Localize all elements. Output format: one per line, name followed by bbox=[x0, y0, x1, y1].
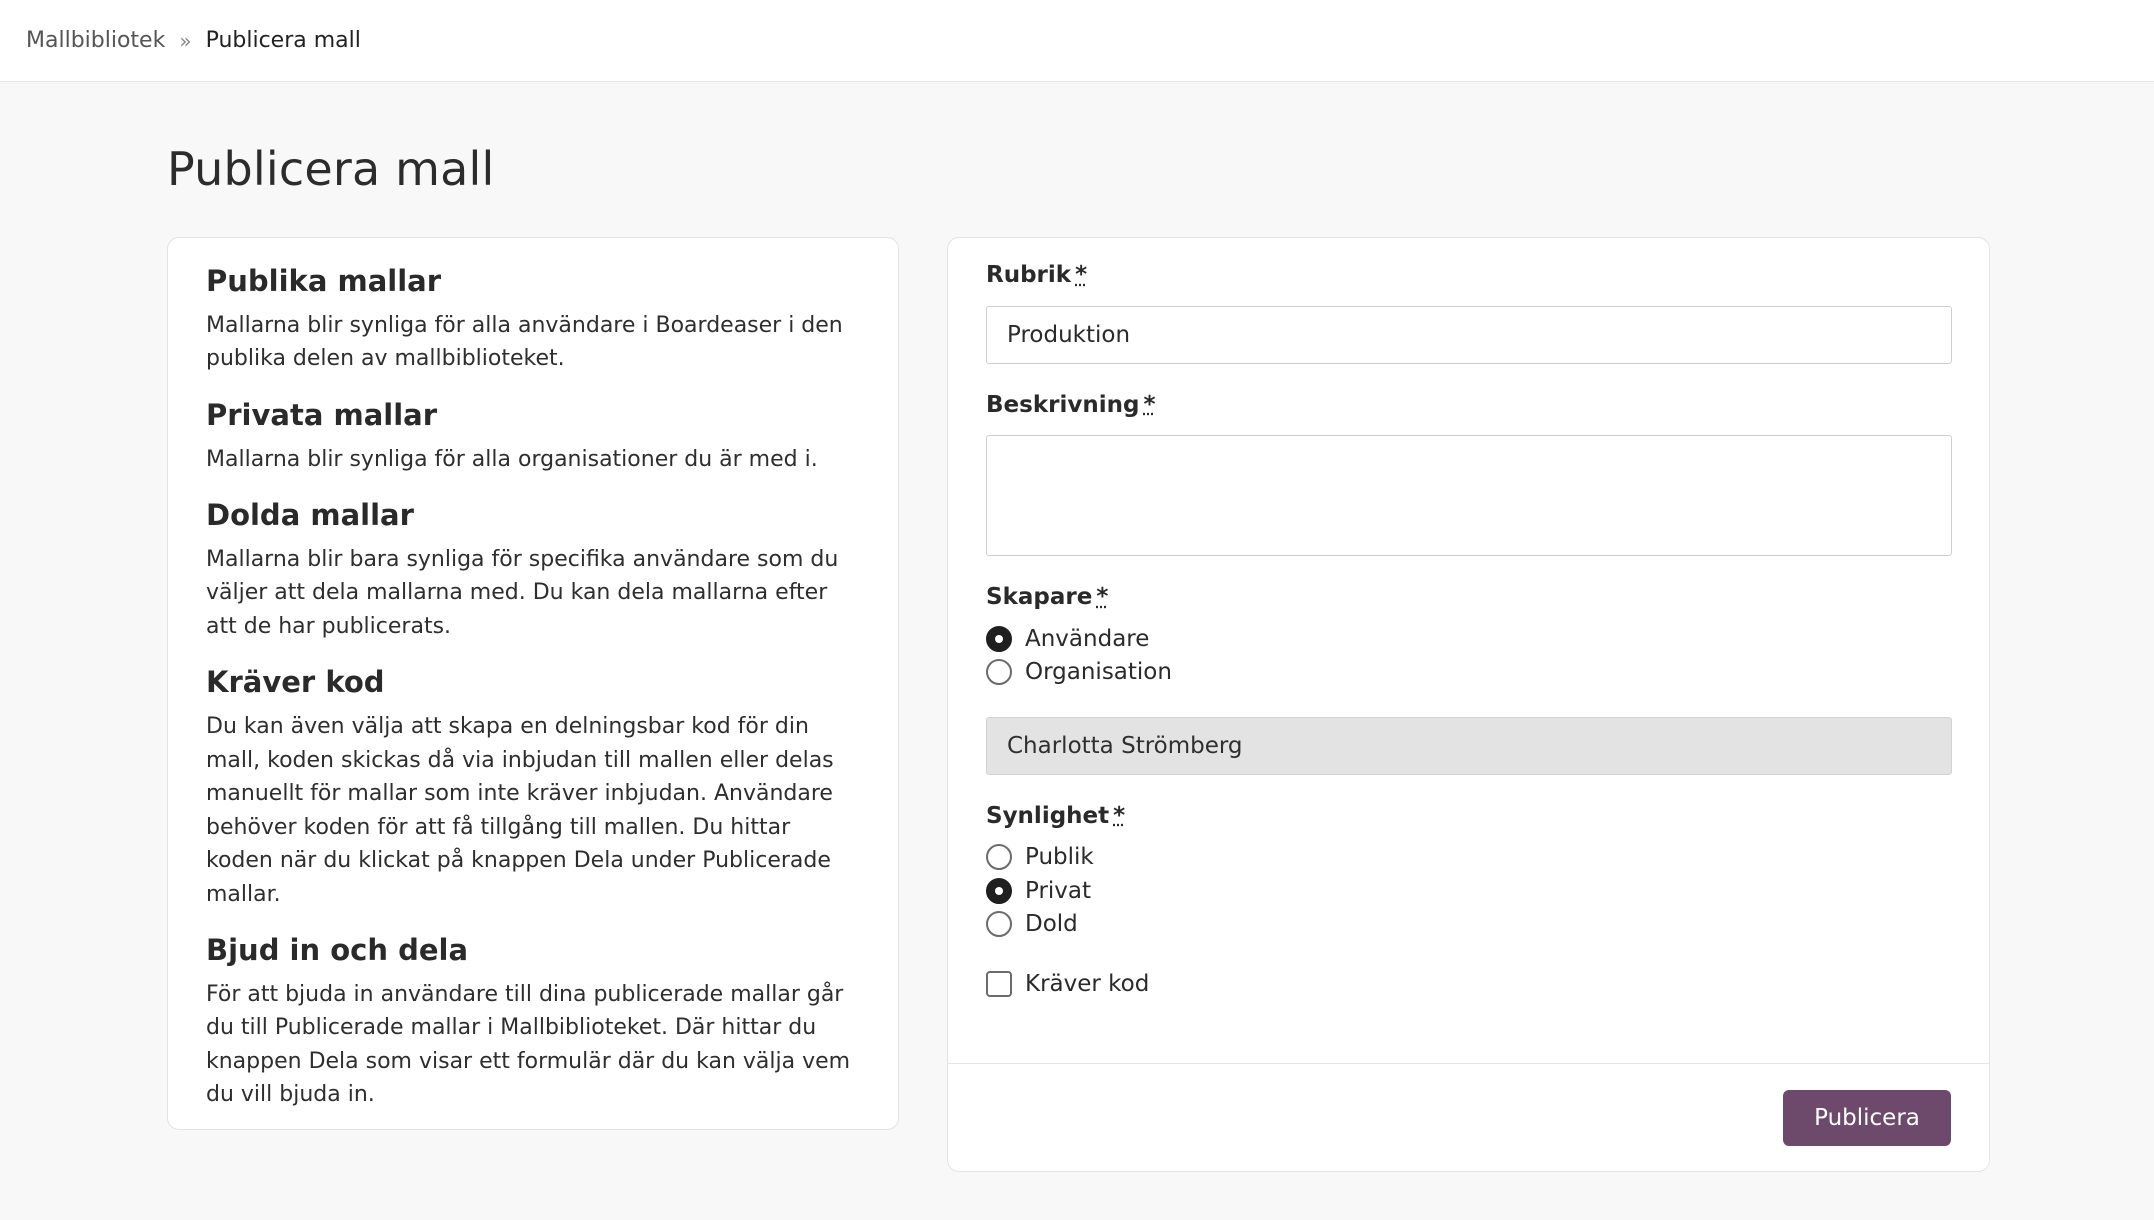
info-text: Mallarna blir synliga för alla användare i Boardeaser i den publika delen av mallbiblioteket. bbox=[206, 312, 843, 372]
info-section-invite-share bbox=[206, 933, 860, 1112]
info-section-requires-code bbox=[206, 665, 860, 911]
creator-option-organisation[interactable] bbox=[986, 655, 1951, 689]
form-footer-divider bbox=[948, 1063, 1989, 1064]
info-section-public bbox=[206, 264, 860, 376]
required-marker: * bbox=[1113, 802, 1126, 829]
required-marker: * bbox=[1143, 391, 1156, 418]
title-label-text: Rubrik bbox=[986, 262, 1072, 288]
info-text: För att bjuda in användare till dina publicerade mallar går du till Publicerade mallar i Mallbiblioteket. Där hittar du knappen Dela som visar ett formulär där du kan välja vem du vill bjuda in. bbox=[206, 981, 851, 1108]
title-label bbox=[986, 262, 1951, 290]
publish-form bbox=[947, 237, 1990, 1172]
visibility-label bbox=[986, 803, 1951, 831]
info-text: Mallarna blir synliga för alla organisationer du är med i. bbox=[206, 446, 818, 472]
info-section-private bbox=[206, 398, 860, 476]
required-marker: * bbox=[1096, 584, 1109, 611]
creator-name-field: Charlotta Strömberg bbox=[986, 717, 1952, 775]
description-textarea[interactable] bbox=[986, 435, 1952, 556]
radio-unchecked-icon[interactable] bbox=[986, 911, 1012, 937]
radio-unchecked-icon[interactable] bbox=[986, 659, 1012, 685]
visibility-option-public[interactable] bbox=[986, 840, 1951, 874]
visibility-option-private[interactable] bbox=[986, 874, 1951, 908]
creator-radio-group bbox=[986, 622, 1951, 689]
creator-label bbox=[986, 584, 1951, 612]
info-text: Mallarna blir bara synliga för specifika användare som du väljer att dela mallarna med. Du kan dela mallarna efter att de har publicerats. bbox=[206, 546, 839, 639]
breadcrumb-parent-link[interactable]: Mallbibliotek bbox=[26, 28, 166, 53]
description-label-text: Beskrivning bbox=[986, 391, 1140, 418]
radio-checked-icon[interactable] bbox=[986, 626, 1012, 652]
visibility-option-label: Publik bbox=[1025, 844, 1094, 871]
top-bar bbox=[0, 0, 2154, 82]
info-section-hidden bbox=[206, 498, 860, 643]
info-heading: Dolda mallar bbox=[206, 498, 414, 533]
title-input[interactable]: Produktion bbox=[986, 306, 1952, 364]
description-label bbox=[986, 392, 1951, 420]
visibility-label-text: Synlighet bbox=[986, 802, 1110, 829]
radio-checked-icon[interactable] bbox=[986, 878, 1012, 904]
requires-code-label: Kräver kod bbox=[1025, 970, 1150, 997]
requires-code-checkbox-row[interactable] bbox=[986, 967, 1951, 1001]
info-panel bbox=[167, 237, 899, 1130]
publish-button[interactable]: Publicera bbox=[1783, 1090, 1951, 1146]
info-heading: Publika mallar bbox=[206, 264, 442, 298]
breadcrumb-separator-icon: » bbox=[179, 28, 192, 53]
breadcrumb-current: Publicera mall bbox=[205, 28, 361, 53]
required-marker: * bbox=[1075, 262, 1088, 288]
radio-unchecked-icon[interactable] bbox=[986, 844, 1012, 870]
visibility-option-label: Dold bbox=[1025, 911, 1078, 938]
info-text: Du kan även välja att skapa en delningsbar kod för din mall, koden skickas då via inbjudan till mallen eller delas manuellt för mallar som inte kräver inbjudan. Användare behöver koden för att få tillgång till mallen. Du hittar koden när du klickat på knappen Dela under Publicerade mallar. bbox=[206, 714, 834, 907]
visibility-option-hidden[interactable] bbox=[986, 907, 1951, 941]
creator-option-label: Organisation bbox=[1025, 659, 1172, 686]
info-heading: Kräver kod bbox=[206, 665, 385, 700]
checkbox-icon[interactable] bbox=[986, 971, 1012, 997]
visibility-radio-group bbox=[986, 840, 1951, 941]
visibility-option-label: Privat bbox=[1025, 877, 1092, 904]
page-title: Publicera mall bbox=[167, 142, 495, 196]
creator-label-text: Skapare bbox=[986, 584, 1093, 611]
info-heading: Bjud in och dela bbox=[206, 933, 469, 968]
creator-option-label: Användare bbox=[1025, 625, 1150, 652]
creator-option-user[interactable] bbox=[986, 622, 1951, 656]
info-heading: Privata mallar bbox=[206, 397, 438, 432]
